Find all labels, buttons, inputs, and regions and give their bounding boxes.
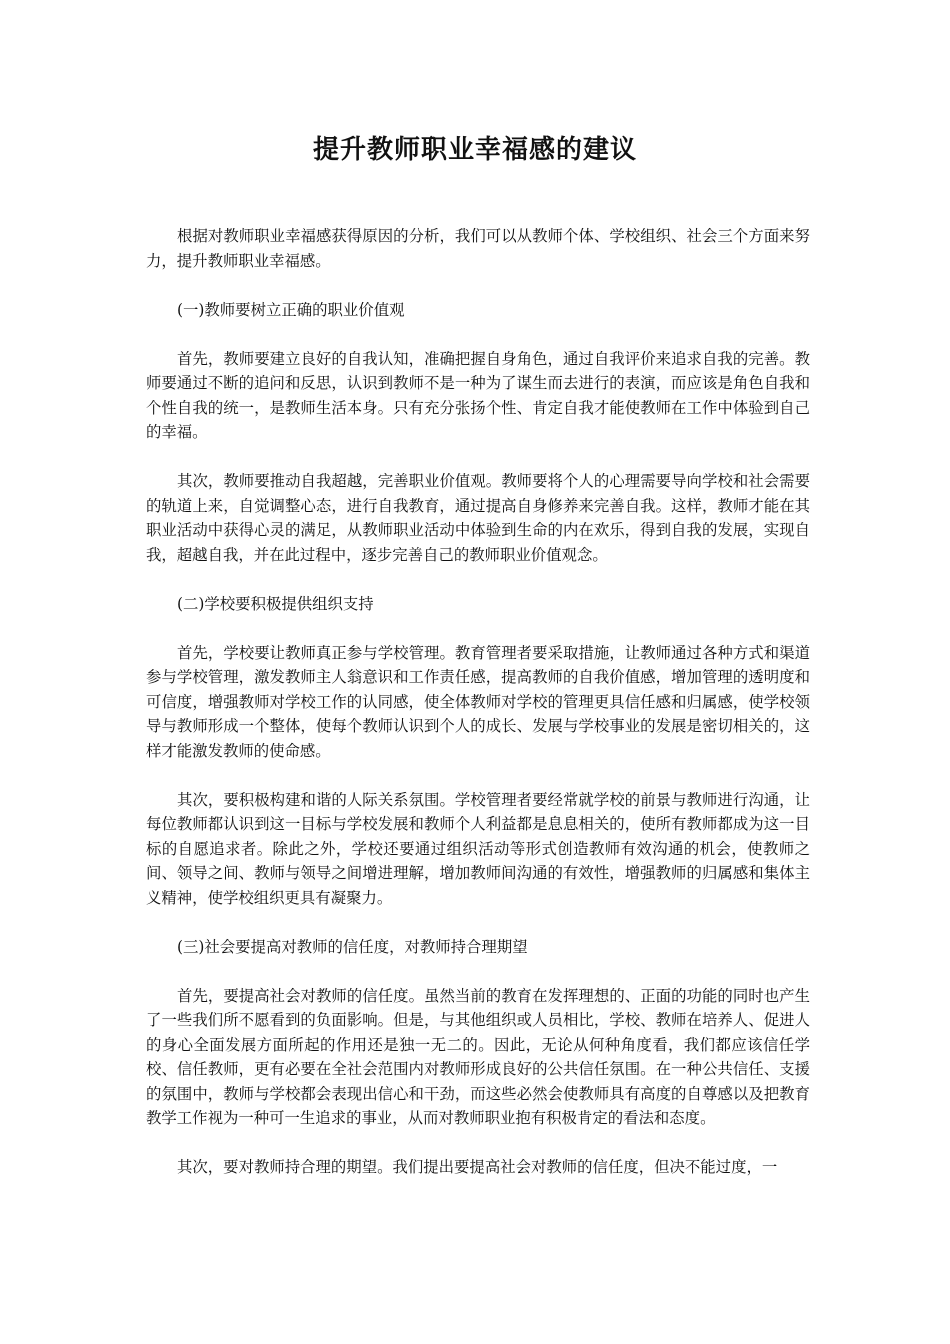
- document-title: 提升教师职业幸福感的建议: [312, 135, 637, 165]
- section-heading-1: (一)教师要树立正确的职业价值观: [177, 300, 405, 319]
- section-heading-2: (二)学校要积极提供组织支持: [177, 594, 374, 613]
- paragraph: 其次，教师要推动自我超越，完善职业价值观。教师要将个人的心理需要导向学校和社会需要的轨道上来，自觉调整心态，进行自我教育，通过提高自身修养来完善自我。这样，教师才能在其职业活动中获得心灵的满足，从教师职业活动中体验到生命的内在欢乐，得到自我的发展，实现自我，超越自我，并在此过程中，逐步完善自己的教师职业价值观念。: [146, 472, 810, 564]
- paragraph-intro: 根据对教师职业幸福感获得原因的分析，我们可以从教师个体、学校组织、社会三个方面来努力，提升教师职业幸福感。: [146, 227, 810, 270]
- paragraph: 首先，学校要让教师真正参与学校管理。教育管理者要采取措施，让教师通过各种方式和渠道参与学校管理，激发教师主人翁意识和工作责任感，提高教师的自我价值感，增加管理的透明度和可信度，增强教师对学校工作的认同感，使全体教师对学校的管理更具信任感和归属感，使学校领导与教师形成一个整体，使每个教师认识到个人的成长、发展与学校事业的发展是密切相关的，这样才能激发教师的使命感。: [146, 643, 810, 760]
- section-heading-3: (三)社会要提高对教师的信任度，对教师持合理期望: [177, 937, 528, 956]
- paragraph: 首先，要提高社会对教师的信任度。虽然当前的教育在发挥理想的、正面的功能的同时也产生了一些我们所不愿看到的负面影响。但是，与其他组织或人员相比，学校、教师在培养人、促进人的身心全面发展方面所起的作用还是独一无二的。因此，无论从何种角度看，我们都应该信任学校、信任教师，更有必要在全社会范围内对教师形成良好的公共信任氛围。在一种公共信任、支援的氛围中，教师与学校都会表现出信心和干劲，而这些必然会使教师具有高度的自尊感以及把教育教学工作视为一种可一生追求的事业，从而对教师职业抱有积极肯定的看法和态度。: [146, 986, 810, 1127]
- document-body: [146, 224, 810, 1204]
- paragraph: 其次，要对教师持合理的期望。我们提出要提高社会对教师的信任度，但决不能过度，一: [177, 1158, 778, 1176]
- paragraph: 首先，教师要建立良好的自我认知，准确把握自身角色，通过自我评价来追求自我的完善。教师要通过不断的追问和反思，认识到教师不是一种为了谋生而去进行的表演，而应该是角色自我和个性自我的统一，是教师生活本身。只有充分张扬个性、肯定自我才能使教师在工作中体验到自己的幸福。: [146, 349, 810, 441]
- paragraph: 其次，要积极构建和谐的人际关系氛围。学校管理者要经常就学校的前景与教师进行沟通，让每位教师都认识到这一目标与学校发展和教师个人利益都是息息相关的，使所有教师都成为这一目标的自愿追求者。除此之外，学校还要通过组织活动等形式创造教师有效沟通的机会，使教师之间、领导之间、教师与领导之间增进理解，增加教师间沟通的有效性，增强教师的归属感和集体主义精神，使学校组织更具有凝聚力。: [146, 790, 810, 907]
